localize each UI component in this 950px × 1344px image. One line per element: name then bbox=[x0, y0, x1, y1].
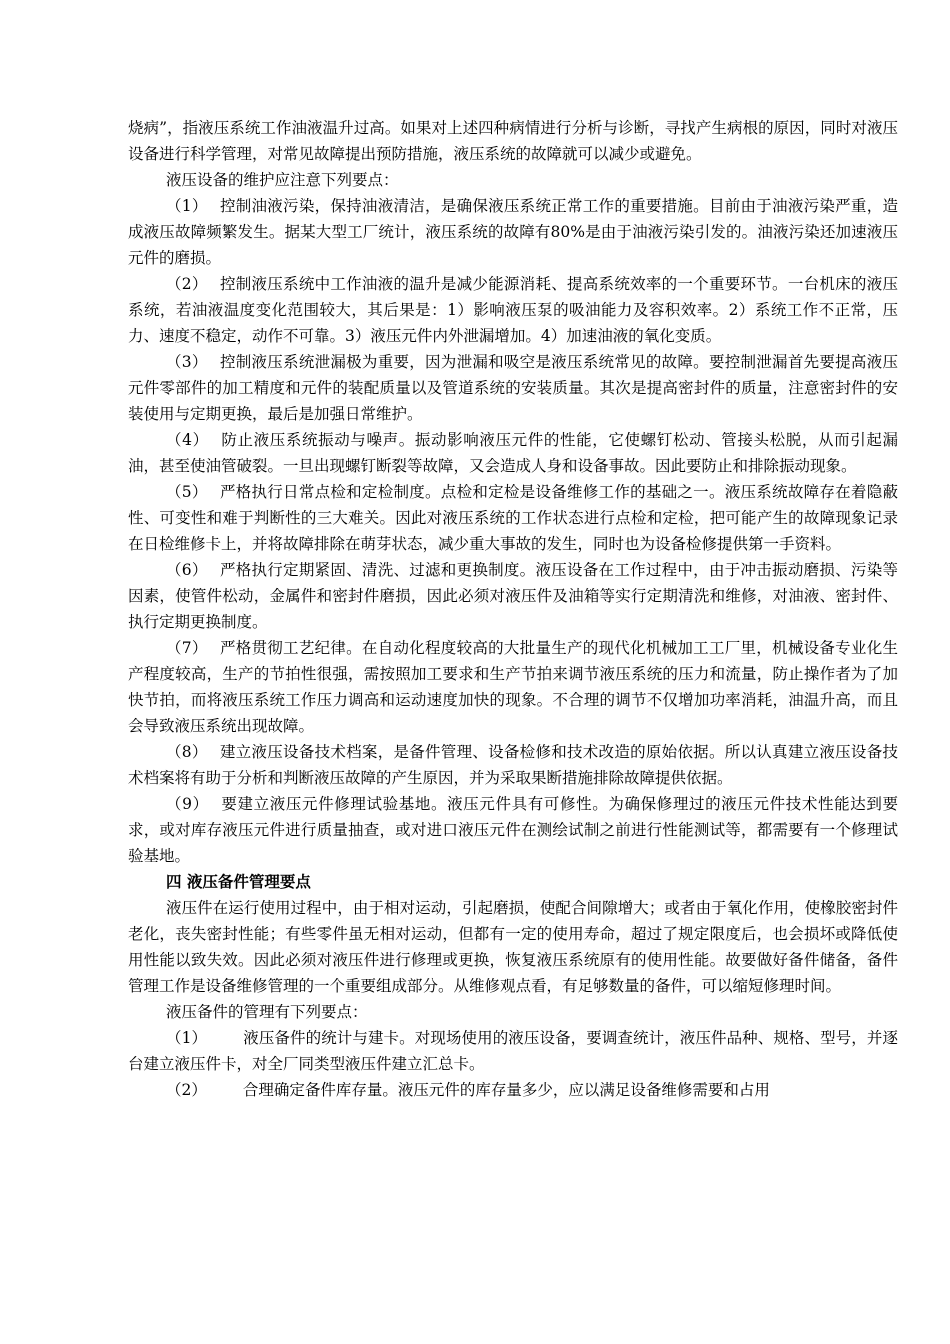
paragraph-intro: 烧病”，指液压系统工作油液温升过高。如果对上述四种病情进行分析与诊断，寻找产生病根的原因，同时对液压设备进行科学管理，对常见故障提出预防措施，液压系统的故障就可以减少或避免。 bbox=[128, 119, 898, 163]
item-number: （2） bbox=[166, 1081, 207, 1099]
item-number: （9） bbox=[166, 795, 209, 813]
list-item bbox=[128, 635, 898, 739]
item-text: 防止液压系统振动与噪声。振动影响液压元件的性能，它使螺钉松动、管接头松脱，从而引起漏油，甚至使油管破裂。一旦出现螺钉断裂等故障，又会造成人身和设备事故。因此要防止和排除振动现象。 bbox=[128, 431, 898, 475]
list-item bbox=[128, 427, 898, 479]
item-text: 合理确定备件库存量。液压元件的库存量多少，应以满足设备维修需要和占用 bbox=[242, 1081, 770, 1099]
item-text: 要建立液压元件修理试验基地。液压元件具有可修性。为确保修理过的液压元件技术性能达到要求，或对库存液压元件进行质量抽查，或对进口液压元件在测绘试制之前进行性能测试等，都需要有一个修理试验基地。 bbox=[128, 795, 898, 865]
item-text: 建立液压设备技术档案，是备件管理、设备检修和技术改造的原始依据。所以认真建立液压设备技术档案将有助于分析和判断液压故障的产生原因，并为采取果断措施排除故障提供依据。 bbox=[128, 743, 898, 787]
item-number: （3） bbox=[166, 353, 208, 371]
item-text: 严格执行定期紧固、清洗、过滤和更换制度。液压设备在工作过程中，由于冲击振动磨损、污染等因素，使管件松动，金属件和密封件磨损，因此必须对液压件及油箱等实行定期清洗和维修，对油液、密封件、执行定期更换制度。 bbox=[128, 561, 898, 631]
list-item bbox=[128, 557, 898, 635]
item-number: （1） bbox=[166, 197, 208, 215]
item-number: （4） bbox=[166, 431, 209, 449]
paragraph-maintenance-lead: 液压设备的维护应注意下列要点： bbox=[166, 171, 399, 189]
paragraph-spare-parts: 液压件在运行使用过程中，由于相对运动，引起磨损，使配合间隙增大；或者由于氧化作用，使橡胶密封件老化，丧失密封性能；有些零件虽无相对运动，但都有一定的使用寿命，超过了规定限度后，也会损坏或降低使用性能以致失效。因此必须对液压件进行修理或更换，恢复液压系统原有的使用性能。故要做好备件储备，备件管理工作是设备维修管理的一个重要组成部分。从维修观点看，有足够数量的备件，可以缩短修理时间。 bbox=[128, 899, 898, 995]
list-item bbox=[128, 349, 898, 427]
item-number: （1） bbox=[166, 1029, 208, 1047]
item-text: 控制液压系统泄漏极为重要，因为泄漏和吸空是液压系统常见的故障。要控制泄漏首先要提高液压元件零部件的加工精度和元件的装配质量以及管道系统的安装质量。其次是提高密封件的质量，注意密封件的安装使用与定期更换，最后是加强日常维护。 bbox=[128, 353, 898, 423]
item-text: 严格执行日常点检和定检制度。点检和定检是设备维修工作的基础之一。液压系统故障存在着隐蔽性、可变性和难于判断性的三大难关。因此对液压系统的工作状态进行点检和定检，把可能产生的故障现象记录在日检维修卡上，并将故障排除在萌芽状态，减少重大事故的发生，同时也为设备检修提供第一手资料。 bbox=[128, 483, 898, 553]
list-item bbox=[128, 193, 898, 271]
item-number: （7） bbox=[166, 639, 208, 657]
list-item bbox=[128, 739, 898, 791]
item-text: 液压备件的统计与建卡。对现场使用的液压设备，要调查统计，液压件品种、规格、型号，并逐台建立液压件卡，对全厂同类型液压件建立汇总卡。 bbox=[128, 1029, 898, 1073]
list-item bbox=[128, 791, 898, 869]
list-item bbox=[128, 1077, 898, 1103]
list-item bbox=[128, 271, 898, 349]
item-number: （2） bbox=[166, 275, 208, 293]
document-page bbox=[128, 115, 898, 1103]
item-text: 控制液压系统中工作油液的温升是减少能源消耗、提高系统效率的一个重要环节。一台机床的液压系统，若油液温度变化范围较大，其后果是：1）影响液压泵的吸油能力及容积效率。2）系统工作不正常，压力、速度不稳定，动作不可靠。3）液压元件内外泄漏增加。4）加速油液的氧化变质。 bbox=[128, 275, 898, 345]
item-number: （6） bbox=[166, 561, 208, 579]
list-item bbox=[128, 479, 898, 557]
item-number: （5） bbox=[166, 483, 208, 501]
item-text: 严格贯彻工艺纪律。在自动化程度较高的大批量生产的现代化机械加工工厂里，机械设备专业化生产程度较高，生产的节拍性很强，需按照加工要求和生产节拍来调节液压系统的压力和流量，防止操作者为了加快节拍，而将液压系统工作压力调高和运动速度加快的现象。不合理的调节不仅增加功率消耗，油温升高，而且会导致液压系统出现故障。 bbox=[128, 639, 898, 735]
list-item bbox=[128, 1025, 898, 1077]
item-number: （8） bbox=[166, 743, 208, 761]
item-text: 控制油液污染，保持油液清洁，是确保液压系统正常工作的重要措施。目前由于油液污染严重，造成液压故障频繁发生。据某大型工厂统计，液压系统的故障有80%是由于油液污染引发的。油液污染还加速液压元件的磨损。 bbox=[128, 197, 898, 267]
paragraph-spare-parts-lead: 液压备件的管理有下列要点： bbox=[166, 1003, 368, 1021]
section-heading: 四 液压备件管理要点 bbox=[166, 872, 311, 891]
